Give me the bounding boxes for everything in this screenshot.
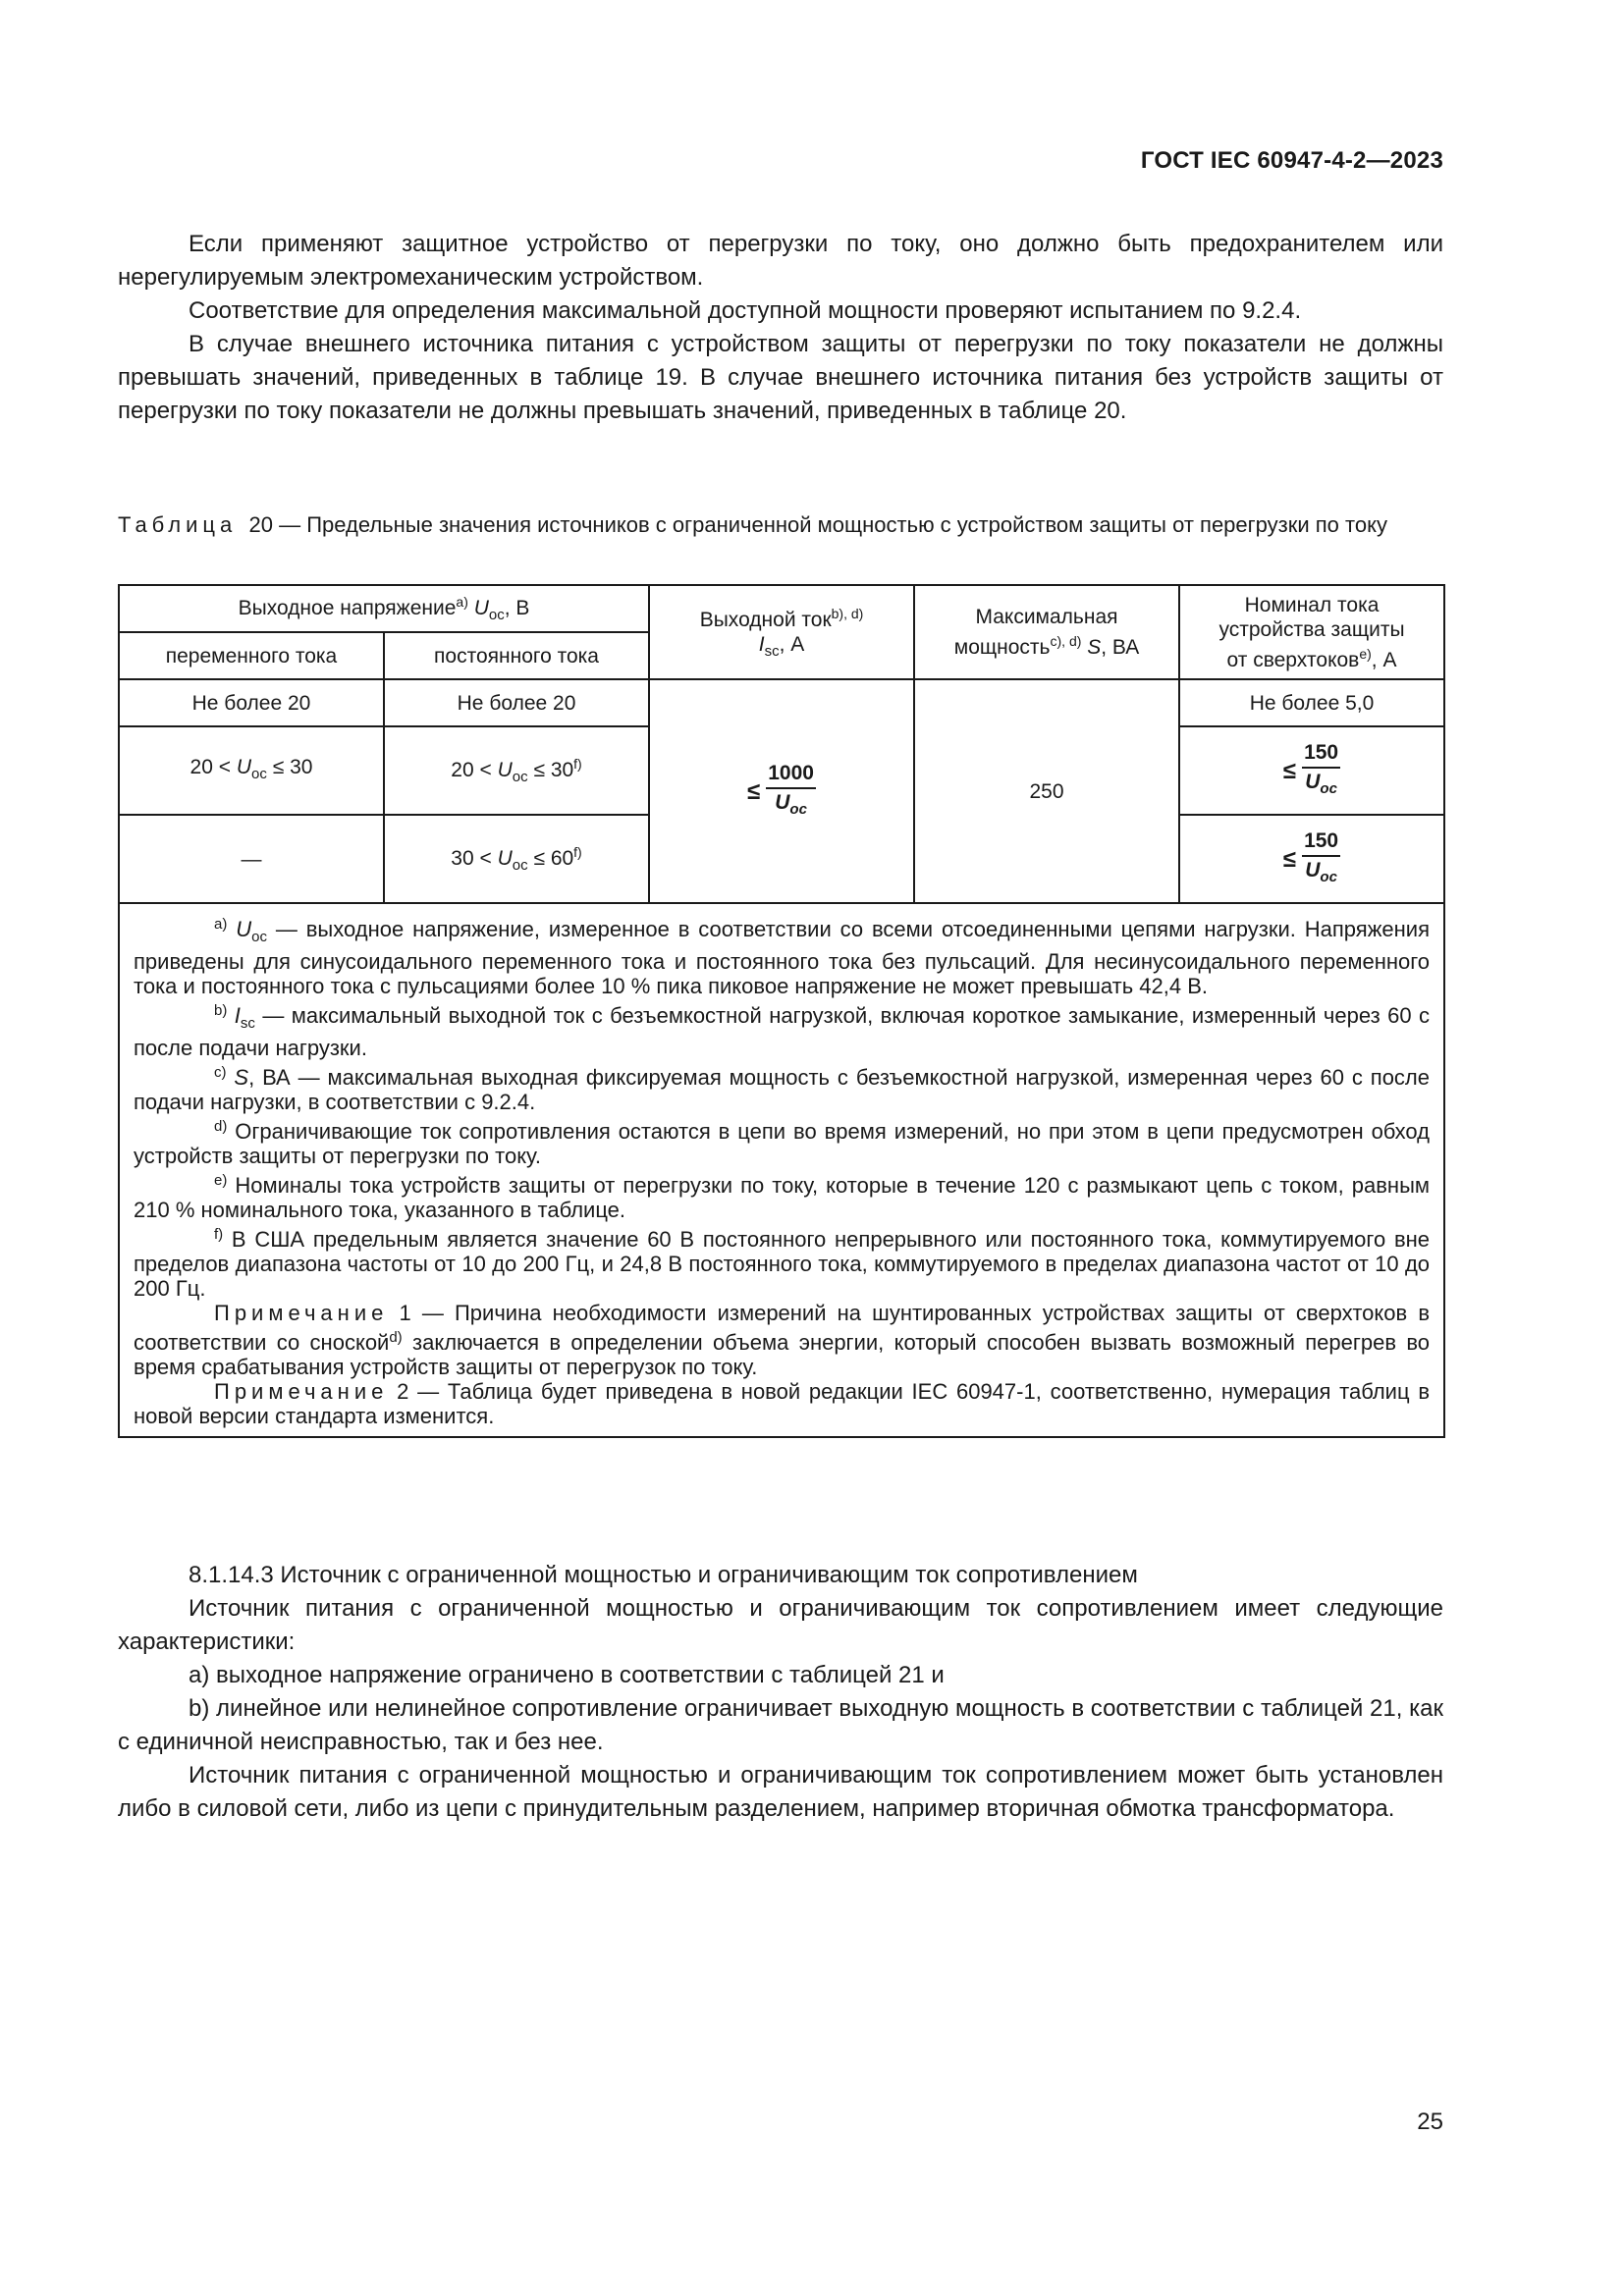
cell-current: ≤ $\frac{1000}{U_{ос}}$ — [649, 679, 914, 903]
cell-r2-dc: $20 < U_{ос} \le 30^{f)}$ — [384, 726, 649, 815]
footnote-b: $^{b)}$ $I_{sc}$ — максимальный выходной ток с безъемкостной нагрузкой, включая короткое замыкание, измеренный через 60 с после подачи нагрузки. — [134, 1002, 1431, 1060]
header-power: Максимальная мощность$^{c), d)}$ S, ВА — [914, 585, 1179, 679]
page-number: 25 — [1417, 2109, 1443, 2135]
footnote-d: $^{d)}$ Ограничивающие ток сопротивления остаются в цепи во время измерений, но при этом в цепи предусмотрен обход устройств защиты от перегрузки по току. — [134, 1118, 1431, 1168]
header-current: Выходной ток$^{b), d)}$ $I_{sc}$, А — [649, 585, 914, 679]
cell-r3-fuse: ≤ $\frac{150}{U_{ос}}$ — [1179, 815, 1444, 903]
table-caption — [118, 510, 1443, 540]
cell-r1-fuse: Не более 5,0 — [1179, 679, 1444, 726]
cell-r2-fuse: ≤ $\frac{150}{U_{ос}}$ — [1179, 726, 1444, 815]
note-2: Примечание 2 — Таблица будет приведена в новой редакции IEC 60947-1, соответственно, нумерация таблиц в новой версии стандарта изменится. — [134, 1379, 1431, 1428]
header-dc: постоянного тока — [384, 632, 649, 679]
note-1: Примечание 1 — Причина необходимости измерений на шунтированных устройствах защиты от сверхтоков в соответствии со сноской$^{d)}$ заключается в определении объема энергии, который способен вызвать возможный перегрев во время срабатывания устройств защиты от перегрузок по току. — [134, 1301, 1431, 1379]
footnote-f: $^{f)}$ В США предельным является значение 60 В постоянного непрерывного или постоянного тока, коммутируемого вне пределов диапазона частоты от 10 до 200 Гц, и 24,8 В постоянного тока, коммутируемого в пределах диапазона частот от 10 до 200 Гц. — [134, 1226, 1431, 1301]
cell-r1-ac: Не более 20 — [119, 679, 384, 726]
document-header: ГОСТ IEC 60947-4-2—2023 — [1140, 147, 1443, 174]
paragraph: В случае внешнего источника питания с устройством защиты от перегрузки по току показатели не должны превышать значений, приведенных в таблице 19. В случае внешнего источника питания без устройств защиты от перегрузки по току показатели не должны превышать значений, приведенных в таблице 20. — [118, 331, 1443, 424]
table-20 — [118, 584, 1445, 1438]
caption-text: 20 — Предельные значения источников с ограниченной мощностью с устройством защиты от перегрузки по току — [248, 512, 1387, 537]
footnote-c: $^{с)}$ S, ВА — максимальная выходная фиксируемая мощность с безъемкостной нагрузкой, измеренная через 60 с после подачи нагрузки, в соответствии с 9.2.4. — [134, 1064, 1430, 1114]
list-item: а) выходное напряжение ограничено в соответствии с таблицей 21 и — [189, 1662, 945, 1688]
cell-r3-ac: — — [119, 815, 384, 903]
paragraph: Если применяют защитное устройство от перегрузки по току, оно должно быть предохранителем или нерегулируемым электромеханическим устройством. — [118, 231, 1443, 291]
paragraph: Источник питания с ограниченной мощностью и ограничивающим ток сопротивлением имеет следующие характеристики: — [118, 1595, 1443, 1655]
cell-r1-dc: Не более 20 — [384, 679, 649, 726]
cell-r3-dc: $30 < U_{ос} \le 60^{f)}$ — [384, 815, 649, 903]
header-fuse: Номинал тока устройства защиты от сверхтоков$^{е)}$, А — [1179, 585, 1444, 679]
cell-r2-ac: $20 < U_{ос} \le 30$ — [119, 726, 384, 815]
header-ac: переменного тока — [119, 632, 384, 679]
footnote-e: $^{е)}$ Номиналы тока устройств защиты от перегрузки по току, которые в течение 120 с размыкают цепь с током, равным 210 % номинального тока, указанного в таблице. — [134, 1172, 1431, 1222]
cell-power: 250 — [914, 679, 1179, 903]
intro-text — [118, 228, 1443, 428]
section-8-1-14-3 — [118, 1559, 1443, 1826]
table-notes — [119, 903, 1444, 1437]
caption-word: Таблица — [118, 512, 238, 537]
list-item: b) линейное или нелинейное сопротивление ограничивает выходную мощность в соответствии с таблицей 21, как с единичной неисправностью, так и без нее. — [118, 1695, 1443, 1755]
header-voltage: Выходное напряжение$^{а)}$ $U_{ос}$, В — [119, 585, 649, 632]
paragraph: Соответствие для определения максимальной доступной мощности проверяют испытанием по 9.2.4. — [189, 297, 1302, 324]
paragraph: Источник питания с ограниченной мощностью и ограничивающим ток сопротивлением может быть установлен либо в силовой сети, либо из цепи с принудительным разделением, например вторичная обмотка трансформатора. — [118, 1762, 1443, 1822]
footnote-a: $^{а)}$ $U_{ос}$ — выходное напряжение, измеренное в соответствии со всеми отсоединенными цепями нагрузки. Напряжения приведены для синусоидального переменного тока и постоянного тока без пульсаций. Для несинусоидального переменного тока и постоянного тока с пульсациями более 10 % пика пиковое напряжение не может превышать 42,4 В. — [134, 916, 1431, 998]
paragraph: 8.1.14.3 Источник с ограниченной мощностью и ограничивающим ток сопротивлением — [189, 1562, 1138, 1588]
